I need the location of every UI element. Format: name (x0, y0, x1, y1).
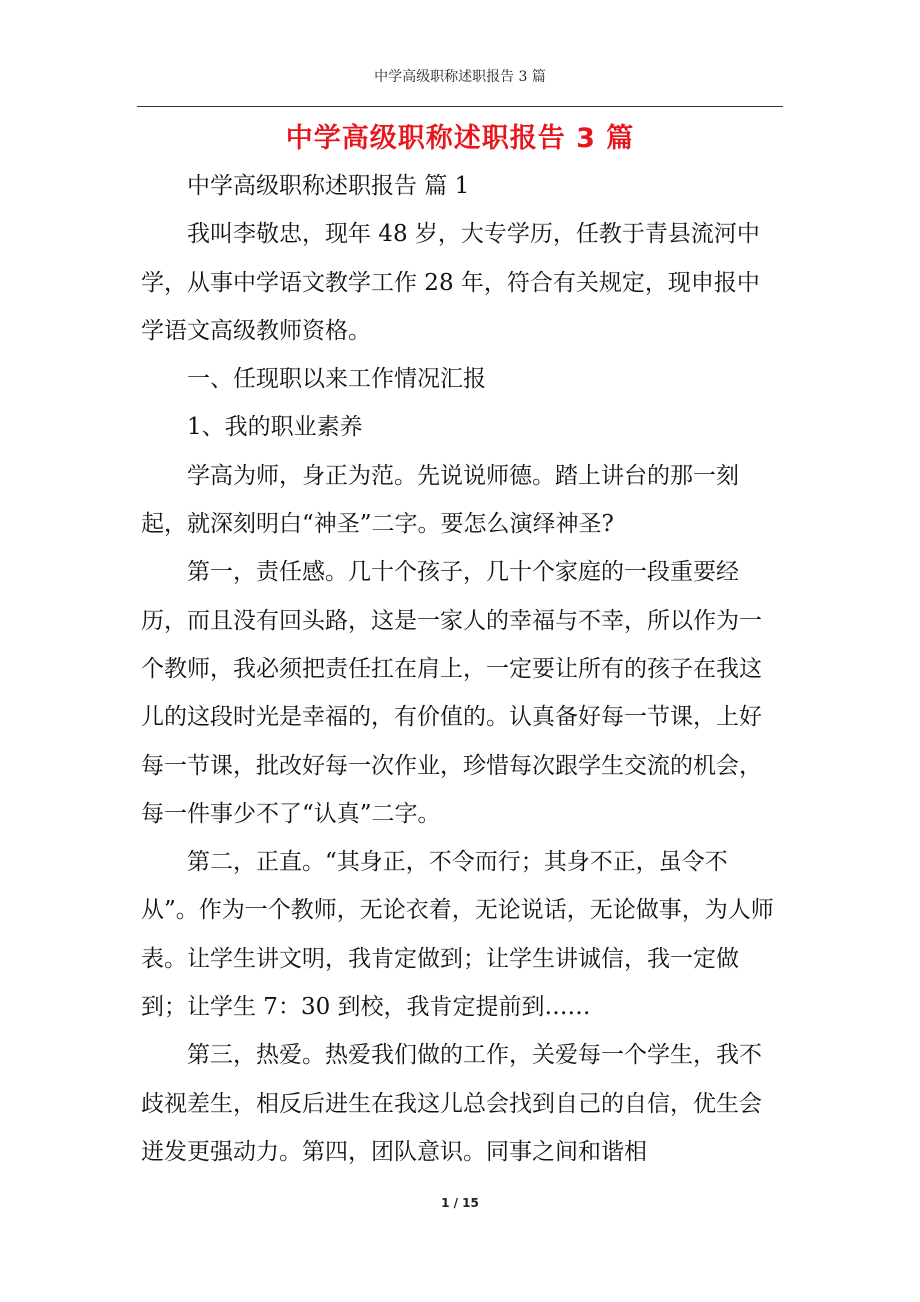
header-divider (137, 106, 783, 107)
paragraph: 第二，正直。“其身正，不令而行；其身不正，虽令不从”。作为一个教师，无论衣着，无论说话，无论做事，为人师表。让学生讲文明，我肯定做到；让学生讲诚信，我一定做到；让学生 7：30 到校，我肯定提前到…… (141, 849, 774, 1021)
page-number: 1 / 15 (441, 1196, 479, 1210)
document-title: 中学高级职称述职报告 3 篇 (285, 123, 635, 154)
paragraph: 第三，热爱。热爱我们做的工作，关爱每一个学生，我不歧视差生，相反后进生在我这儿总会找到自己的自信，优生会迸发更强动力。第四，团队意识。同事之间和谐相 (141, 1042, 762, 1165)
paragraph: 学高为师，身正为范。先说说师德。踏上讲台的那一刻起，就深刻明白“神圣”二字。要怎么演绎神圣? (141, 462, 739, 538)
running-header: 中学高级职称述职报告 3 篇 (374, 69, 546, 85)
subsection-heading: 1、我的职业素养 (187, 414, 363, 441)
document-body (141, 162, 781, 1176)
section-heading: 中学高级职称述职报告 篇 1 (187, 173, 470, 199)
paragraph: 第一，责任感。几十个孩子，几十个家庭的一段重要经历，而且没有回头路，这是一家人的幸福与不幸，所以作为一个教师，我必须把责任扛在肩上，一定要让所有的孩子在我这儿的这段时光是幸福的，有价值的。认真备好每一节课，上好每一节课，批改好每一次作业，珍惜每次跟学生交流的机会，每一件事少不了“认真”二字。 (141, 559, 762, 827)
paragraph: 我叫李敬忠，现年 48 岁，大专学历，任教于青县流河中学，从事中学语文教学工作 28 年，符合有关规定，现申报中学语文高级教师资格。 (141, 221, 760, 344)
subsection-heading: 一、任现职以来工作情况汇报 (187, 366, 486, 393)
